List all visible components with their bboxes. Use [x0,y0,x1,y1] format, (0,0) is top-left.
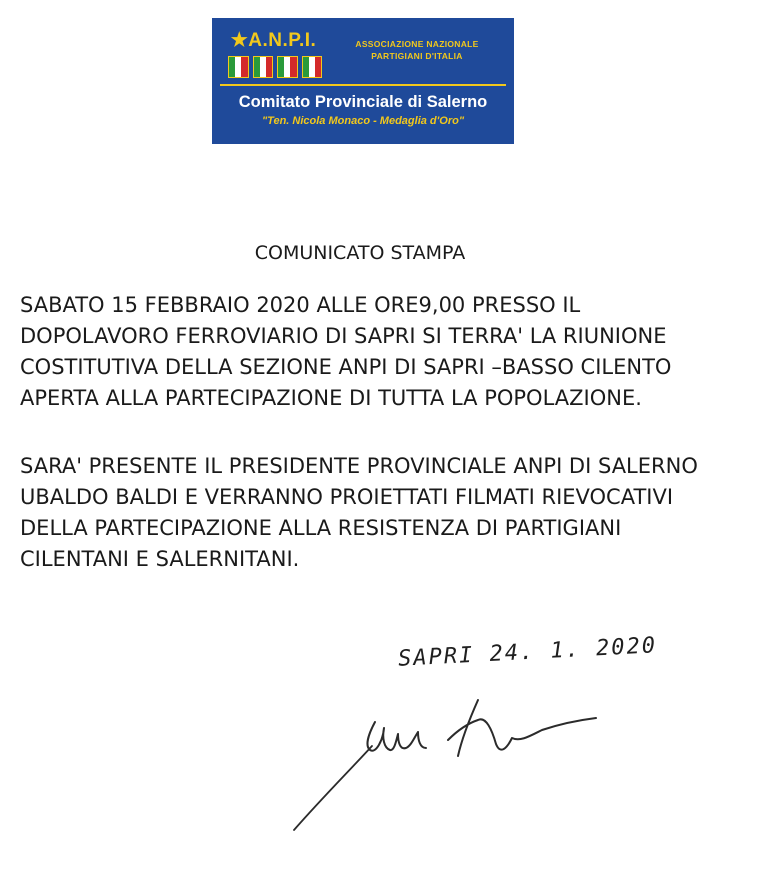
header-divider [220,84,506,86]
text-line: APERTA ALLA PARTECIPAZIONE DI TUTTA LA POPOLAZIONE. [20,386,642,410]
handwritten-signature [280,680,610,850]
association-name [330,38,504,62]
committee-name: Comitato Provinciale di Salerno [238,93,488,111]
text-line: UBALDO BALDI E VERRANNO PROIETTATI FILMATI RIEVOCATIVI [20,485,674,509]
text-line: SABATO 15 FEBBRAIO 2020 ALLE ORE9,00 PRESSO IL [20,293,581,317]
flag-icon [277,56,298,78]
flag-icon [302,56,323,78]
association-line: ASSOCIAZIONE NAZIONALE [355,39,479,49]
text-line: COSTITUTIVA DELLA SEZIONE ANPI DI SAPRI –BASSO CILENTO [20,355,672,379]
flag-icon [228,56,249,78]
paragraph-details [20,451,738,575]
document-title: COMUNICATO STAMPA [254,242,466,264]
anpi-logo [222,29,325,80]
logo-text: ★A.N.P.I. [230,30,317,51]
paragraph-announcement [20,290,738,414]
text-line: SARA' PRESENTE IL PRESIDENTE PROVINCIALE ANPI DI SALERNO [20,454,698,478]
text-line: CILENTANI E SALERNITANI. [20,547,300,571]
association-line: PARTIGIANI D'ITALIA [371,51,463,61]
anpi-header-banner [212,18,514,144]
logo-flags [228,56,322,76]
committee-dedication: "Ten. Nicola Monaco - Medaglia d'Oro" [261,115,465,127]
handwritten-place-date: SAPRI 24. 1. 2020 [397,633,658,672]
header-top-section [212,18,514,82]
text-line: DOPOLAVORO FERROVIARIO DI SAPRI SI TERRA' LA RIUNIONE [20,324,667,348]
flag-icon [253,56,274,78]
text-line: DELLA PARTECIPAZIONE ALLA RESISTENZA DI PARTIGIANI [20,516,622,540]
